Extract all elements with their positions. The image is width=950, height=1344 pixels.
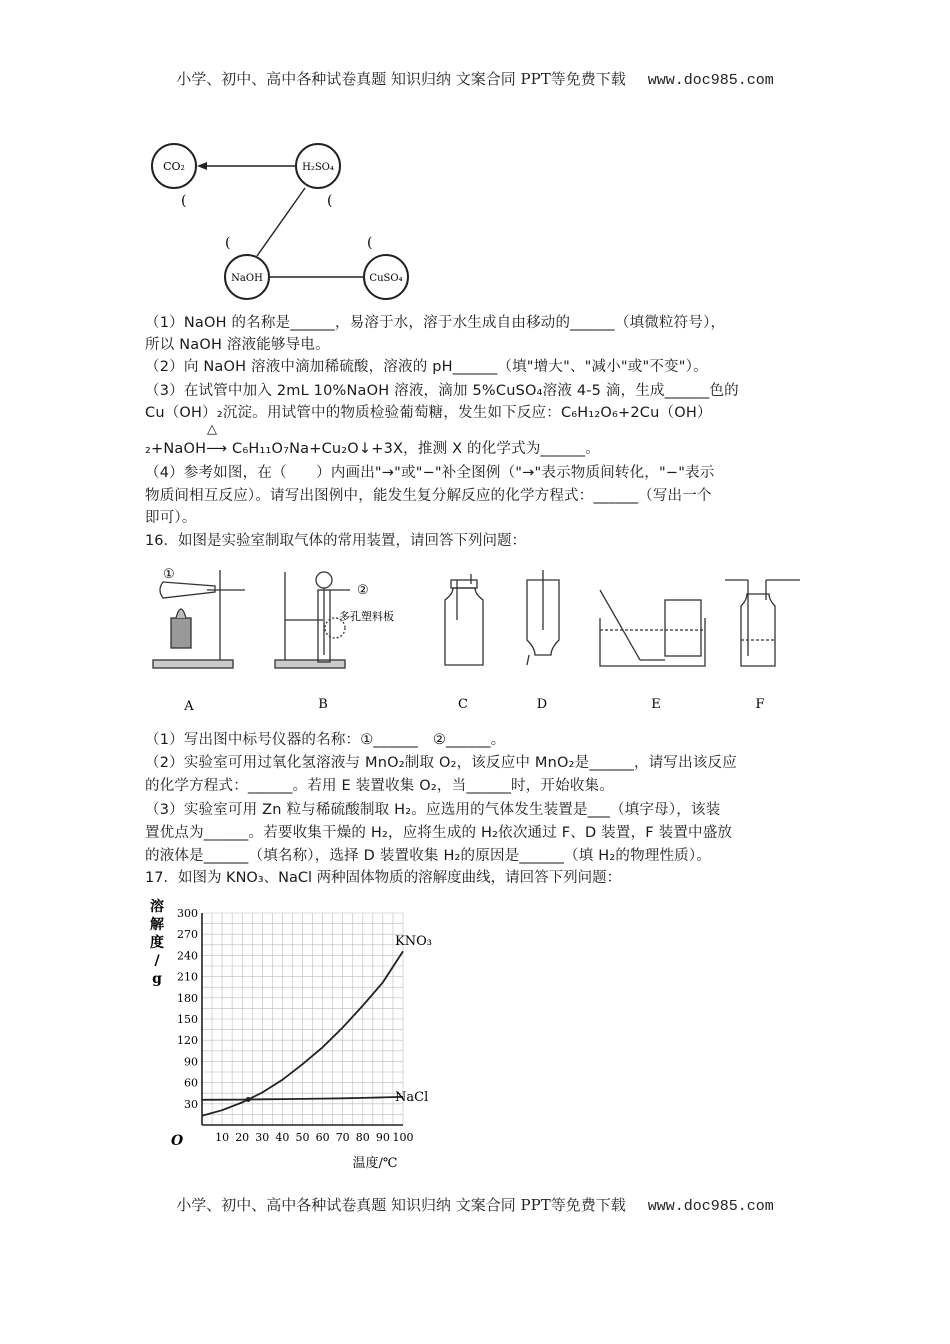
q16-line-6: 的液体是______（填名称），选择 D 装置收集 H₂的原因是______（填 H₂的物理性质）。 bbox=[145, 848, 712, 864]
page-footer bbox=[0, 1194, 950, 1215]
q16-line-3: 的化学方程式：______。若用 E 装置收集 O₂，当______时，开始收集。 bbox=[145, 778, 614, 794]
line-h2so4-naoh bbox=[257, 188, 305, 256]
q15-line-8: 物质间相互反应）。请写出图例中，能发生复分解反应的化学方程式：______（写出一个 bbox=[145, 488, 712, 504]
heat-mark: △ bbox=[207, 422, 217, 437]
apparatus-a bbox=[153, 570, 245, 668]
q16-line-2: （2）实验室可用过氧化氢溶液与 MnO₂制取 O₂，该反应中 MnO₂是______，请写出该反应 bbox=[145, 755, 737, 771]
x-tick-label: 10 bbox=[215, 1131, 230, 1144]
chart-series bbox=[202, 934, 432, 1116]
q17-title: 17．如图为 KNO₃、NaCl 两种固体物质的溶解度曲线，请回答下列问题： bbox=[145, 870, 622, 886]
q15-line-4: （3）在试管中加入 2mL 10%NaOH 溶液，滴加 5%CuSO₄溶液 4-5 滴，生成______色的 bbox=[145, 383, 739, 399]
plate-label: 多孔塑料板 bbox=[339, 610, 394, 623]
q15-line-3: （2）向 NaOH 溶液中滴加稀硫酸，溶液的 pH______（填"增大"、"减小"或"不变"）。 bbox=[145, 359, 708, 375]
y-tick-label: 300 bbox=[177, 907, 198, 920]
q16-line-5: 置优点为______。若要收集干燥的 H₂，应将生成的 H₂依次通过 F、D 装置，F 装置中盛放 bbox=[145, 825, 733, 841]
chart-ticks bbox=[177, 907, 414, 1144]
apparatus-c bbox=[445, 574, 483, 665]
apparatus-e bbox=[600, 590, 705, 666]
node-cuso4 bbox=[364, 255, 408, 299]
header-text: 小学、初中、高中各种试卷真题 知识归纳 文案合同 PPT等免费下载 bbox=[176, 70, 626, 88]
arrow-head-icon bbox=[197, 162, 207, 170]
node-naoh bbox=[225, 255, 269, 299]
q15-line-7: （4）参考如图，在（ ）内画出"→"或"−"补全图例（"→"表示物质间转化，"−"表示 bbox=[145, 465, 715, 481]
apparatus-d bbox=[527, 570, 559, 665]
node-h2so4 bbox=[296, 144, 340, 188]
y-tick-label: 210 bbox=[177, 970, 198, 984]
q16-line-1: （1）写出图中标号仪器的名称：①______ ②______。 bbox=[145, 732, 506, 748]
chart-xlabel: 温度/℃ bbox=[352, 1156, 398, 1171]
reaction-diagram bbox=[145, 130, 425, 310]
series-label-kno3: KNO₃ bbox=[395, 934, 432, 950]
q16-line-4: （3）实验室可用 Zn 粒与稀硫酸制取 H₂。应选用的气体发生装置是___（填字母），该装 bbox=[145, 802, 721, 818]
label-f: F bbox=[755, 697, 765, 712]
chart-origin: O bbox=[171, 1133, 184, 1149]
y-tick-label: 120 bbox=[177, 1034, 198, 1048]
y-tick-label: 150 bbox=[177, 1013, 198, 1026]
y-tick-label: 180 bbox=[177, 991, 198, 1005]
x-tick-label: 90 bbox=[375, 1131, 390, 1144]
node-cuso4-label: CuSO₄ bbox=[369, 273, 403, 284]
node-co2-label: CO₂ bbox=[163, 160, 185, 173]
q15-line-9: 即可）。 bbox=[145, 510, 197, 526]
label-c: C bbox=[458, 697, 468, 712]
chart-ylabel bbox=[150, 898, 165, 987]
q15-line-6: ₂+NaOH⟶ C₆H₁₁O₇Na+Cu₂O↓+3X，推测 X 的化学式为______。 bbox=[145, 441, 600, 457]
x-tick-label: 60 bbox=[315, 1131, 330, 1144]
y-label-char: g bbox=[152, 971, 162, 987]
x-tick-label: 20 bbox=[235, 1131, 250, 1144]
y-tick-label: 30 bbox=[184, 1097, 198, 1111]
x-tick-label: 100 bbox=[392, 1131, 414, 1144]
intersection-point bbox=[246, 1097, 251, 1102]
series-label-nacl: NaCl bbox=[395, 1089, 429, 1105]
blank-mark-co2: ( bbox=[181, 193, 187, 209]
q15-line-1: （1）NaOH 的名称是______，易溶于水，溶于水生成自由移动的______（填微粒符号）， bbox=[145, 315, 726, 331]
marker-2: ② bbox=[357, 583, 369, 598]
blank-mark-h2so4: ( bbox=[327, 193, 333, 209]
label-e: E bbox=[651, 697, 661, 712]
footer-site: www.doc985.com bbox=[647, 1198, 774, 1215]
label-b: B bbox=[318, 697, 328, 712]
y-label-char: 解 bbox=[150, 917, 164, 933]
blank-mark-cuso4: ( bbox=[367, 235, 373, 251]
y-tick-label: 90 bbox=[184, 1055, 198, 1069]
y-label-char: / bbox=[154, 953, 160, 969]
node-naoh-label: NaOH bbox=[231, 273, 263, 284]
y-tick-label: 240 bbox=[177, 949, 198, 963]
q15-line-2: 所以 NaOH 溶液能够导电。 bbox=[145, 337, 330, 353]
y-tick-label: 60 bbox=[184, 1076, 198, 1090]
x-tick-label: 40 bbox=[275, 1131, 290, 1144]
node-h2so4-label: H₂SO₄ bbox=[302, 162, 334, 173]
apparatus-f bbox=[725, 580, 800, 666]
header-site: www.doc985.com bbox=[647, 72, 774, 89]
solubility-chart bbox=[145, 893, 445, 1173]
chart-grid bbox=[202, 913, 403, 1125]
blank-mark-naoh: ( bbox=[225, 235, 231, 251]
footer-text: 小学、初中、高中各种试卷真题 知识归纳 文案合同 PPT等免费下载 bbox=[176, 1196, 626, 1214]
q16-title: 16．如图是实验室制取气体的常用装置，请回答下列问题： bbox=[145, 533, 526, 549]
x-tick-label: 80 bbox=[355, 1131, 370, 1144]
y-label-char: 溶 bbox=[150, 899, 164, 915]
label-d: D bbox=[536, 697, 548, 712]
marker-1: ① bbox=[163, 567, 175, 582]
x-tick-label: 30 bbox=[255, 1131, 270, 1144]
label-a: A bbox=[184, 699, 194, 714]
y-label-char: 度 bbox=[150, 935, 164, 951]
page-header bbox=[0, 68, 950, 89]
q15-line-5: Cu（OH）₂沉淀。用试管中的物质检验葡萄糖，发生如下反应：C₆H₁₂O₆+2Cu（OH） bbox=[145, 405, 712, 421]
x-tick-label: 50 bbox=[295, 1131, 310, 1144]
apparatus-figure bbox=[145, 560, 810, 720]
y-tick-label: 270 bbox=[177, 928, 198, 942]
x-tick-label: 70 bbox=[335, 1131, 350, 1144]
node-co2 bbox=[152, 144, 196, 188]
